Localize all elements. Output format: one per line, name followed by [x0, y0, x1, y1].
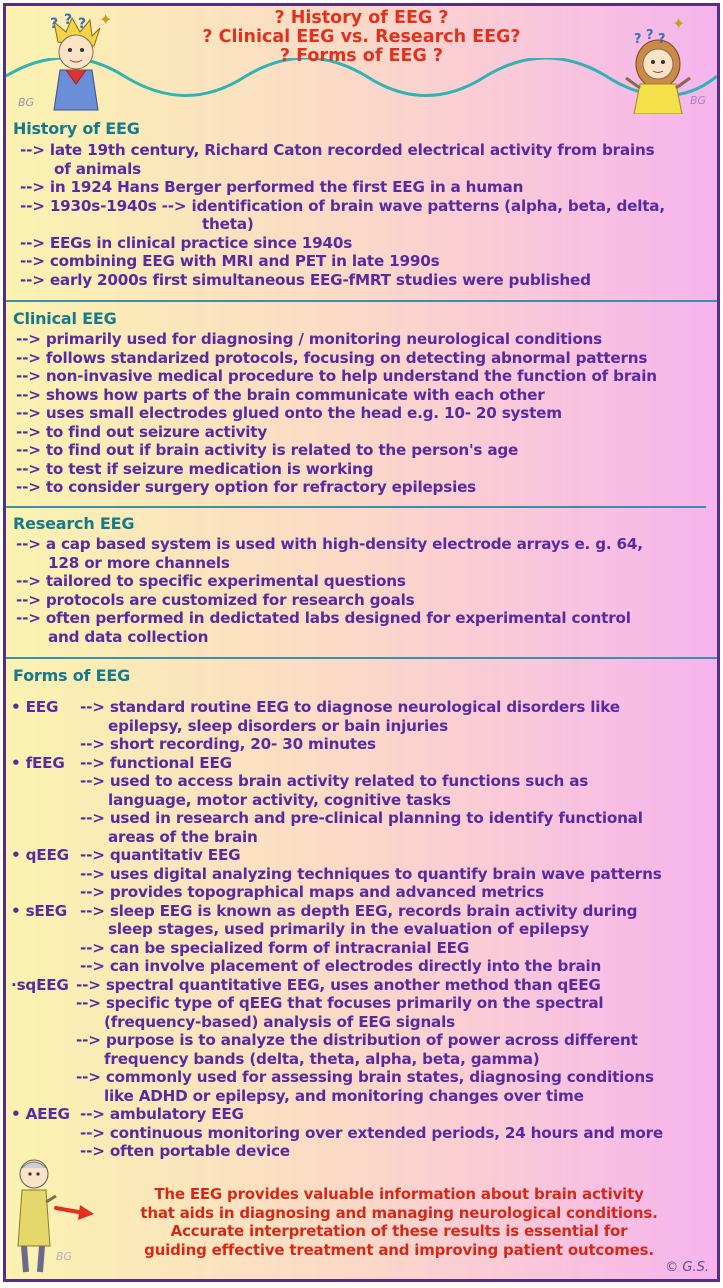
arrow-right-icon [54, 1200, 98, 1222]
section-title: Forms of EEG [13, 666, 131, 685]
conclusion-text [94, 1185, 704, 1259]
list-item: areas of the brain [108, 827, 258, 846]
list-item: (frequency-based) analysis of EEG signals [104, 1012, 455, 1031]
watermark: BG [690, 94, 707, 107]
section-clinical [6, 309, 717, 497]
list-item: --> often performed in dedictated labs designed for experimental control [16, 609, 631, 627]
list-item: --> tailored to specific experimental questions [16, 572, 406, 590]
list-item: --> non-invasive medical procedure to help understand the function of brain [16, 367, 657, 385]
form-label: • AEEG [11, 1105, 70, 1123]
divider [6, 300, 717, 302]
list-item: --> ambulatory EEG [80, 1105, 244, 1123]
section-title: Research EEG [13, 514, 135, 533]
list-item: --> standard routine EEG to diagnose neurological disorders like [80, 698, 620, 716]
forms-list [6, 698, 717, 1179]
list-item: --> sleep EEG is known as depth EEG, records brain activity during [80, 901, 638, 920]
title-line: ? History of EEG ? [274, 8, 449, 28]
list-item: --> shows how parts of the brain communicate with each other [16, 385, 545, 404]
divider [6, 657, 717, 659]
list-item: theta) [202, 215, 254, 233]
list-item: language, motor activity, cognitive tasks [108, 790, 451, 809]
sparkle-icon: ✦ [672, 14, 686, 33]
question-mark: ? [50, 16, 59, 32]
list-item: --> a cap based system is used with high-density electrode arrays e. g. 64, [16, 535, 643, 553]
title-line: ? Clinical EEG vs. Research EEG? [202, 27, 521, 47]
list-item: --> often portable device [80, 1142, 290, 1160]
list-item: --> used in research and pre-clinical planning to identify functional [80, 809, 643, 827]
list-item: like ADHD or epilepsy, and monitoring changes over time [104, 1086, 584, 1105]
list-item: --> functional EEG [80, 753, 232, 772]
list-item: --> to find out if brain activity is related to the person's age [16, 441, 519, 459]
list-item: --> to test if seizure medication is working [16, 459, 374, 478]
list-item: --> used to access brain activity related to functions such as [80, 772, 589, 790]
header [6, 6, 717, 118]
list-item: --> purpose is to analyze the distribution of power across different [76, 1031, 638, 1049]
list-item: --> to find out seizure activity [16, 422, 268, 441]
conclusion-line: guiding effective treatment and improving patient outcomes. [144, 1240, 654, 1259]
list-item: 128 or more channels [48, 553, 230, 572]
conclusion-line: The EEG provides valuable information about brain activity [154, 1185, 644, 1203]
section-history [6, 119, 717, 289]
section-research [6, 514, 717, 646]
list-item: --> commonly used for assessing brain states, diagnosing conditions [76, 1068, 654, 1086]
list-item: --> to consider surgery option for refractory epilepsies [16, 478, 477, 496]
page-title [6, 9, 717, 66]
list-item: --> early 2000s first simultaneous EEG-fMRT studies were published [20, 270, 591, 289]
list-item [6, 902, 717, 976]
list-item: --> uses digital analyzing techniques to quantify brain wave patterns [80, 864, 662, 883]
list-item: of animals [54, 159, 141, 178]
list-item: --> primarily used for diagnosing / monitoring neurological conditions [16, 330, 603, 348]
list-item: --> late 19th century, Richard Caton recorded electrical activity from brains [20, 141, 655, 159]
list-item: and data collection [48, 627, 209, 646]
section-title: Clinical EEG [13, 309, 117, 328]
watermark: BG [56, 1250, 73, 1263]
list-item: frequency bands (delta, theta, alpha, beta, gamma) [104, 1049, 540, 1068]
list-item: --> specific type of qEEG that focuses primarily on the spectral [76, 994, 604, 1012]
question-mark: ? [646, 28, 654, 43]
watermark: BG [18, 96, 35, 109]
list-item: --> continuous monitoring over extended periods, 24 hours and more [80, 1123, 664, 1142]
list-item [6, 754, 717, 847]
list-item: sleep stages, used primarily in the evaluation of epilepsy [108, 920, 589, 938]
section-title: History of EEG [13, 119, 140, 138]
list-item: --> spectral quantitative EEG, uses another method than qEEG [76, 975, 601, 994]
list-item: --> combining EEG with MRI and PET in late 1990s [20, 252, 440, 270]
form-label: • qEEG [11, 846, 69, 864]
divider [6, 506, 706, 508]
list-item: --> short recording, 20- 30 minutes [80, 735, 376, 753]
question-mark: ? [634, 32, 642, 47]
list-item [6, 1105, 717, 1179]
form-label: ·sqEEG [11, 975, 69, 994]
list-item [6, 976, 717, 1124]
copyright: © G.S. [665, 1260, 709, 1275]
conclusion-line: that aids in diagnosing and managing neurological conditions. [140, 1203, 658, 1222]
question-mark: ? [64, 12, 73, 28]
list-item [6, 698, 717, 754]
form-label: • fEEG [11, 753, 65, 772]
form-label: • sEEG [11, 901, 68, 920]
list-item: --> in 1924 Hans Berger performed the first EEG in a human [20, 178, 524, 196]
list-item: --> provides topographical maps and advanced metrics [80, 883, 545, 901]
list-item: --> follows standarized protocols, focusing on detecting abnormal patterns [16, 348, 648, 367]
list-item: epilepsy, sleep disorders or bain injuries [108, 716, 448, 735]
sparkle-icon: ✦ [99, 10, 113, 29]
list-item: --> can be specialized form of intracranial EEG [80, 938, 470, 957]
list-item: --> quantitativ EEG [80, 846, 241, 864]
old-man-character-icon [14, 1156, 58, 1276]
list-item: --> 1930s-1940s --> identification of brain wave patterns (alpha, beta, delta, [20, 196, 665, 215]
list-item: --> can involve placement of electrodes directly into the brain [80, 957, 602, 975]
list-item [6, 846, 717, 902]
title-line: ? Forms of EEG ? [279, 46, 444, 66]
form-label: • EEG [11, 698, 59, 716]
list-item: --> EEGs in clinical practice since 1940s [20, 233, 353, 252]
infographic [3, 3, 720, 1282]
conclusion-line: Accurate interpretation of these results is essential for [170, 1222, 628, 1240]
section-forms [6, 666, 717, 686]
question-mark: ? [78, 16, 87, 32]
list-item: --> protocols are customized for research goals [16, 590, 415, 609]
question-mark: ? [658, 32, 666, 47]
list-item: --> uses small electrodes glued onto the head e.g. 10- 20 system [16, 404, 562, 422]
